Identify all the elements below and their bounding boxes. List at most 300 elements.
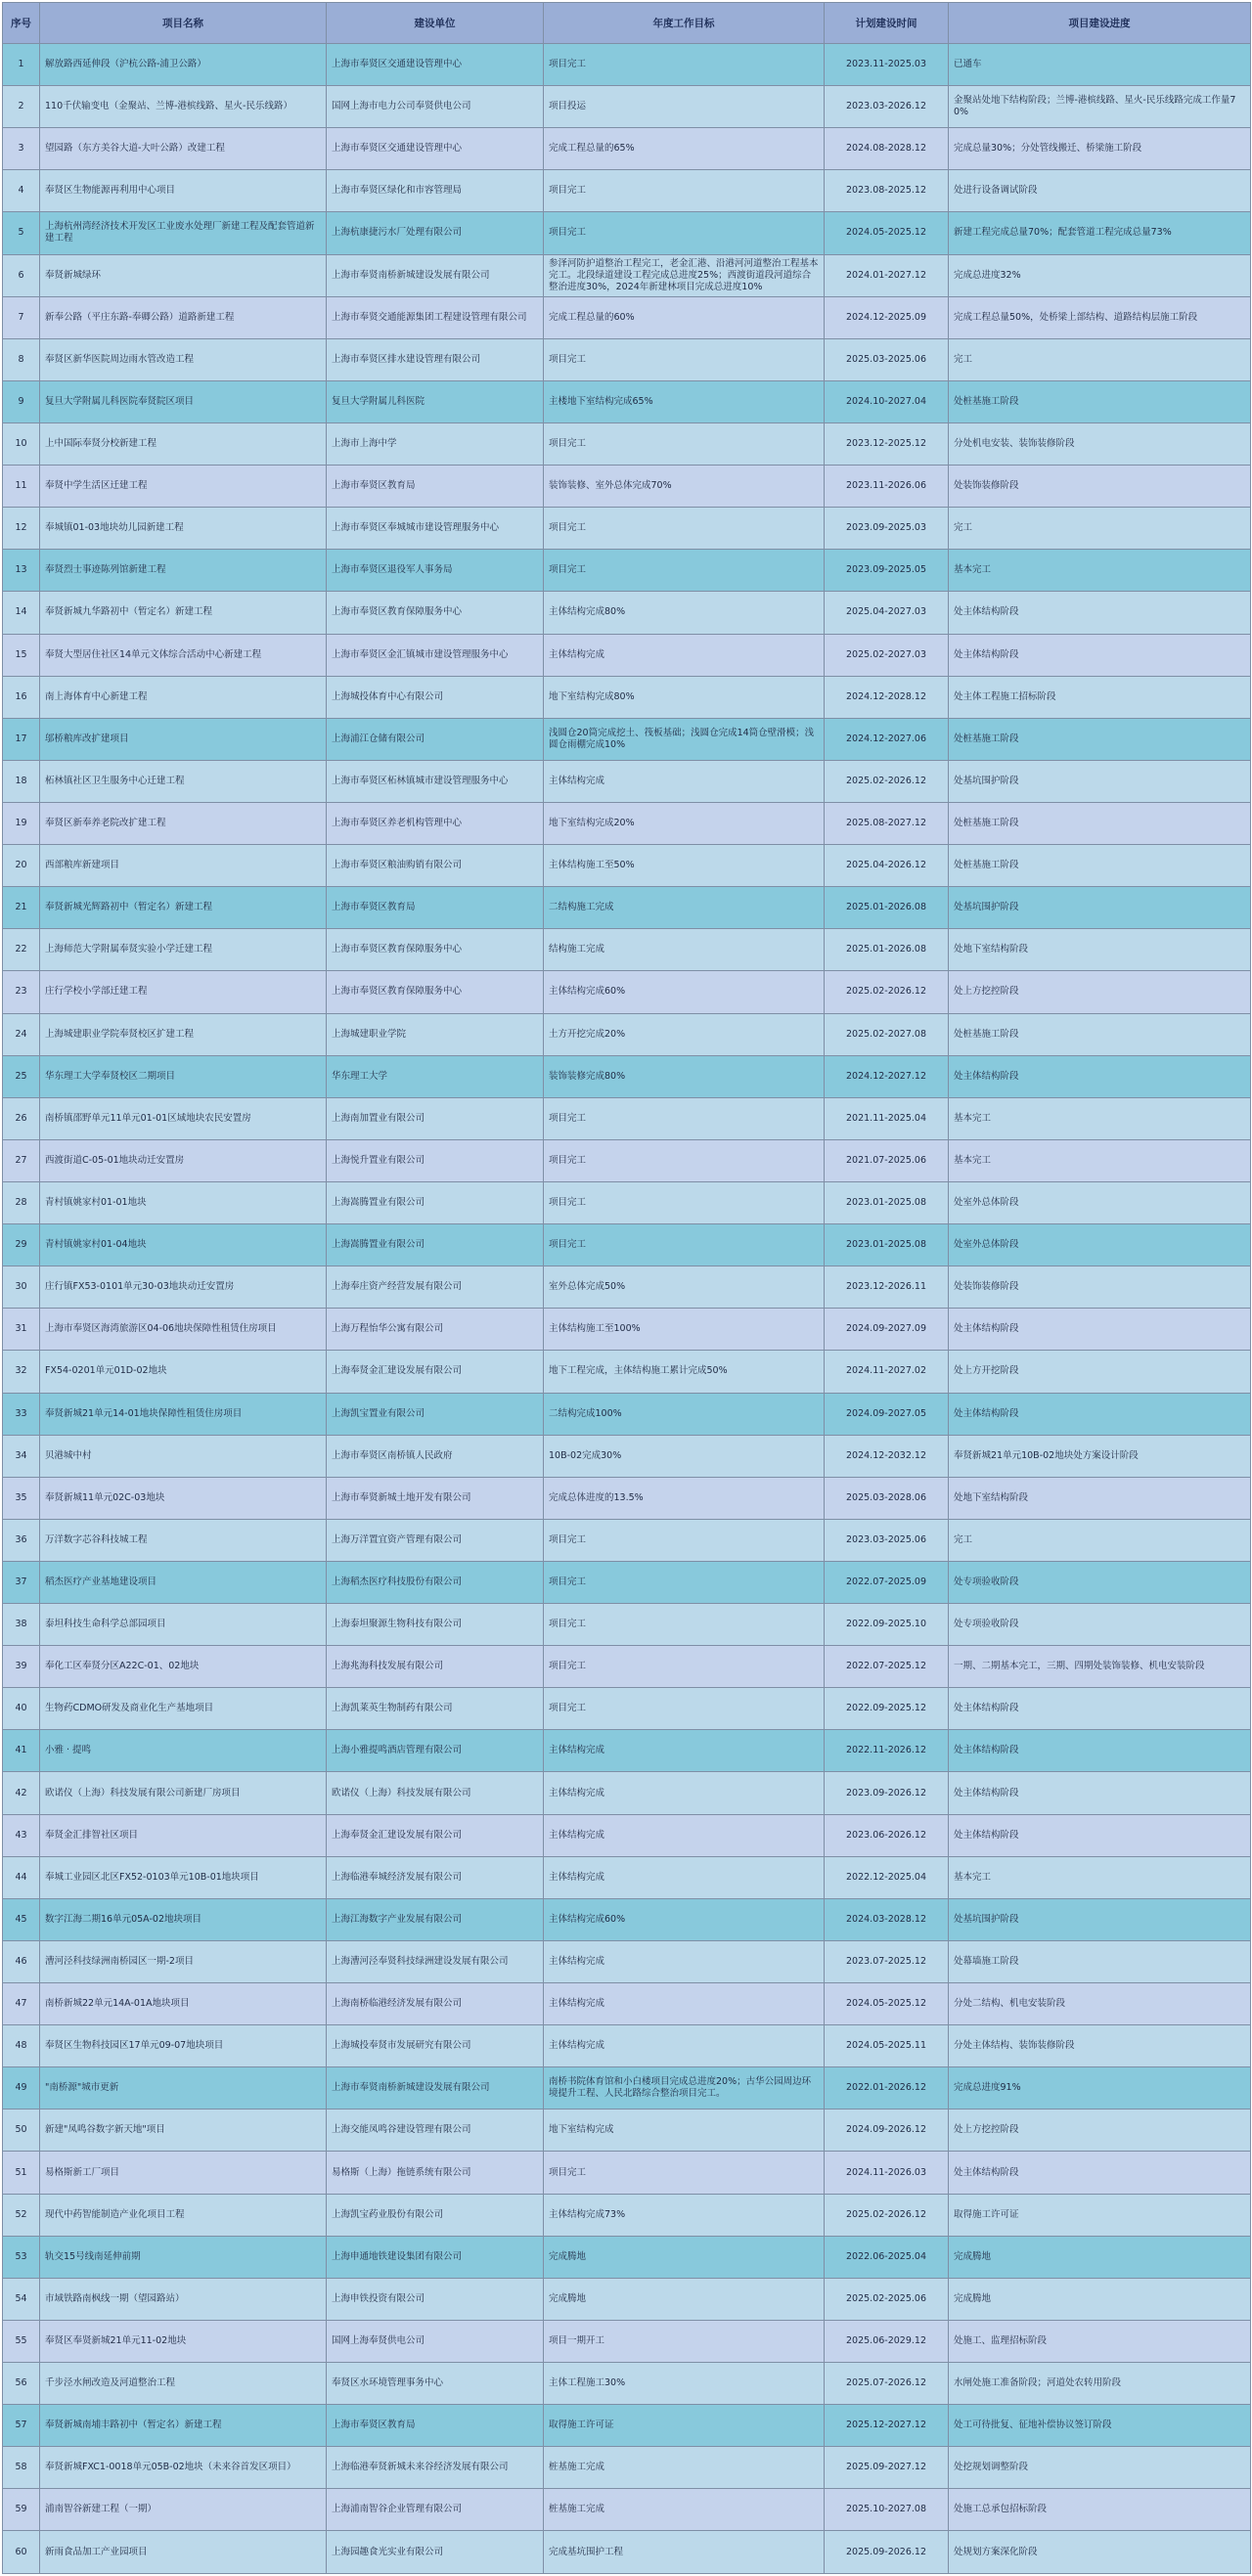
cell-construction-unit: 上海江海数字产业发展有限公司: [327, 1898, 544, 1940]
cell-progress: 处基坑围护阶段: [949, 887, 1251, 929]
cell-construction-unit: 上海临港奉城经济发展有限公司: [327, 1856, 544, 1898]
cell-annual-target: 主体结构施工至100%: [544, 1309, 825, 1351]
cell-progress: 处施工、监理招标阶段: [949, 2320, 1251, 2362]
cell-planned-period: 2023.09-2026.12: [825, 1772, 949, 1814]
cell-serial-no: 24: [3, 1013, 40, 1055]
table-row: [3, 1561, 1251, 1603]
cell-construction-unit: 上海市奉贤区养老机构管理中心: [327, 802, 544, 844]
cell-construction-unit: 上海市奉贤区绿化和市容管理局: [327, 170, 544, 212]
cell-progress: 处主体结构阶段: [949, 1814, 1251, 1856]
cell-annual-target: 完成腾地: [544, 2278, 825, 2320]
cell-planned-period: 2025.02-2025.06: [825, 2278, 949, 2320]
cell-project-name: 新奉公路（平庄东路-奉卿公路）道路新建工程: [40, 296, 327, 338]
cell-construction-unit: 上海园趣食光实业有限公司: [327, 2531, 544, 2574]
cell-serial-no: 57: [3, 2405, 40, 2447]
cell-annual-target: 项目完工: [544, 550, 825, 592]
table-row: [3, 2152, 1251, 2194]
cell-project-name: 奉贤大型居住社区14单元文体综合活动中心新建工程: [40, 634, 327, 676]
table-row: [3, 1097, 1251, 1139]
table-row: [3, 676, 1251, 718]
header-project-name: 项目名称: [40, 3, 327, 44]
table-row: [3, 1814, 1251, 1856]
cell-annual-target: 主体结构完成: [544, 1856, 825, 1898]
cell-annual-target: 项目完工: [544, 1561, 825, 1603]
cell-annual-target: 完成工程总量的65%: [544, 128, 825, 170]
cell-planned-period: 2024.12-2028.12: [825, 676, 949, 718]
cell-construction-unit: 上海市奉贤区金汇镇城市建设管理服务中心: [327, 634, 544, 676]
cell-serial-no: 3: [3, 128, 40, 170]
table-row: [3, 2025, 1251, 2067]
cell-planned-period: 2024.05-2025.12: [825, 1983, 949, 2025]
table-row: [3, 422, 1251, 465]
cell-serial-no: 43: [3, 1814, 40, 1856]
header-annual-target: 年度工作目标: [544, 3, 825, 44]
cell-planned-period: 2022.09-2025.10: [825, 1604, 949, 1646]
cell-construction-unit: 上海市奉贤区交通建设管理中心: [327, 44, 544, 86]
cell-construction-unit: 上海浦南智谷企业管理有限公司: [327, 2489, 544, 2531]
cell-annual-target: 主体结构完成: [544, 760, 825, 802]
cell-annual-target: 完成基坑围护工程: [544, 2531, 825, 2574]
table-body: [3, 44, 1251, 2574]
cell-planned-period: 2023.08-2025.12: [825, 170, 949, 212]
cell-construction-unit: 上海兆海科技发展有限公司: [327, 1646, 544, 1688]
cell-serial-no: 51: [3, 2152, 40, 2194]
table-header-row: [3, 3, 1251, 44]
cell-planned-period: 2023.11-2026.06: [825, 466, 949, 508]
cell-planned-period: 2025.12-2027.12: [825, 2405, 949, 2447]
cell-progress: 完成总进度32%: [949, 254, 1251, 296]
cell-annual-target: 结构施工完成: [544, 929, 825, 971]
table-row: [3, 592, 1251, 634]
cell-annual-target: 项目完工: [544, 422, 825, 465]
cell-progress: 基本完工: [949, 1856, 1251, 1898]
cell-project-name: 西渡街道C-05-01地块动迁安置房: [40, 1139, 327, 1181]
cell-planned-period: 2025.01-2026.08: [825, 929, 949, 971]
cell-annual-target: 主体结构完成: [544, 1940, 825, 1982]
cell-progress: 处主体结构阶段: [949, 1772, 1251, 1814]
cell-construction-unit: 上海市上海中学: [327, 422, 544, 465]
cell-annual-target: 项目完工: [544, 44, 825, 86]
cell-planned-period: 2023.12-2026.11: [825, 1266, 949, 1309]
table-row: [3, 44, 1251, 86]
cell-progress: 处主体结构阶段: [949, 1309, 1251, 1351]
cell-construction-unit: 上海悦升置业有限公司: [327, 1139, 544, 1181]
cell-construction-unit: 上海交能凤鸣谷建设管理有限公司: [327, 2110, 544, 2152]
table-row: [3, 1351, 1251, 1393]
cell-project-name: 奉贤新城FXC1-0018单元05B-02地块（未来谷首发区项目）: [40, 2447, 327, 2489]
cell-serial-no: 17: [3, 718, 40, 760]
cell-project-name: 奉贤新城21单元14-01地块保障性租赁住房项目: [40, 1393, 327, 1435]
table-row: [3, 1940, 1251, 1982]
cell-project-name: 市域铁路南枫线一期（望园路站）: [40, 2278, 327, 2320]
table-row: [3, 1604, 1251, 1646]
cell-annual-target: 地下工程完成，主体结构施工累计完成50%: [544, 1351, 825, 1393]
cell-construction-unit: 上海万洋置宜资产管理有限公司: [327, 1519, 544, 1561]
cell-annual-target: 主体结构完成60%: [544, 971, 825, 1013]
cell-project-name: 解放路西延伸段（沪杭公路-浦卫公路）: [40, 44, 327, 86]
cell-project-name: 数字江海二期16单元05A-02地块项目: [40, 1898, 327, 1940]
cell-project-name: 泰坦科技生命科学总部园项目: [40, 1604, 327, 1646]
cell-project-name: 南桥镇邵野单元11单元01-01区域地块农民安置房: [40, 1097, 327, 1139]
table-row: [3, 296, 1251, 338]
cell-construction-unit: 上海临港奉贤新城未来谷经济发展有限公司: [327, 2447, 544, 2489]
cell-serial-no: 5: [3, 212, 40, 254]
table-row: [3, 887, 1251, 929]
cell-annual-target: 地下室结构完成20%: [544, 802, 825, 844]
table-row: [3, 212, 1251, 254]
cell-project-name: 奉贤区奉贤新城21单元11-02地块: [40, 2320, 327, 2362]
cell-progress: 分处机电安装、装饰装修阶段: [949, 422, 1251, 465]
table-row: [3, 1772, 1251, 1814]
cell-planned-period: 2022.07-2025.12: [825, 1646, 949, 1688]
table-row: [3, 2194, 1251, 2236]
table-row: [3, 2405, 1251, 2447]
cell-construction-unit: 上海凯宝置业有限公司: [327, 1393, 544, 1435]
cell-serial-no: 15: [3, 634, 40, 676]
table-row: [3, 2067, 1251, 2110]
cell-progress: 处地下室结构阶段: [949, 1477, 1251, 1519]
cell-annual-target: 项目完工: [544, 1604, 825, 1646]
cell-progress: 处室外总体阶段: [949, 1224, 1251, 1266]
cell-construction-unit: 上海申铁投资有限公司: [327, 2278, 544, 2320]
cell-planned-period: 2024.01-2027.12: [825, 254, 949, 296]
cell-construction-unit: 奉贤区水环境管理事务中心: [327, 2363, 544, 2405]
cell-progress: 处主体结构阶段: [949, 592, 1251, 634]
cell-annual-target: 10B-02完成30%: [544, 1435, 825, 1477]
table-row: [3, 2110, 1251, 2152]
cell-project-name: 青村镇姚家村01-01地块: [40, 1181, 327, 1223]
cell-planned-period: 2023.03-2025.06: [825, 1519, 949, 1561]
cell-construction-unit: 上海市奉贤新城土地开发有限公司: [327, 1477, 544, 1519]
cell-construction-unit: 欧诺仪（上海）科技发展有限公司: [327, 1772, 544, 1814]
cell-project-name: 易格斯新工厂项目: [40, 2152, 327, 2194]
cell-project-name: 万洋数字芯谷科技城工程: [40, 1519, 327, 1561]
cell-progress: 处施工总承包招标阶段: [949, 2489, 1251, 2531]
cell-project-name: 现代中药智能制造产业化项目工程: [40, 2194, 327, 2236]
cell-project-name: 奉贤金汇排智社区项目: [40, 1814, 327, 1856]
cell-planned-period: 2024.09-2027.09: [825, 1309, 949, 1351]
cell-progress: 处主体结构阶段: [949, 1055, 1251, 1097]
table-row: [3, 1266, 1251, 1309]
cell-planned-period: 2025.02-2026.12: [825, 2194, 949, 2236]
cell-planned-period: 2022.06-2025.04: [825, 2236, 949, 2278]
table-row: [3, 1309, 1251, 1351]
table-row: [3, 1519, 1251, 1561]
cell-progress: 处装饰装修阶段: [949, 1266, 1251, 1309]
cell-progress: 奉贤新城21单元10B-02地块处方案设计阶段: [949, 1435, 1251, 1477]
cell-annual-target: 地下室结构完成80%: [544, 676, 825, 718]
table-row: [3, 2236, 1251, 2278]
cell-serial-no: 14: [3, 592, 40, 634]
cell-progress: 处地下室结构阶段: [949, 929, 1251, 971]
table-row: [3, 1139, 1251, 1181]
cell-construction-unit: 华东理工大学: [327, 1055, 544, 1097]
cell-progress: 处基坑围护阶段: [949, 760, 1251, 802]
cell-planned-period: 2025.09-2026.12: [825, 2531, 949, 2574]
cell-planned-period: 2025.03-2025.06: [825, 338, 949, 380]
cell-annual-target: 主体结构完成: [544, 634, 825, 676]
cell-planned-period: 2025.02-2027.08: [825, 1013, 949, 1055]
cell-serial-no: 60: [3, 2531, 40, 2574]
cell-progress: 处桩基施工阶段: [949, 1013, 1251, 1055]
cell-project-name: 奉贤区新奉养老院改扩建工程: [40, 802, 327, 844]
cell-serial-no: 7: [3, 296, 40, 338]
header-serial-no: 序号: [3, 3, 40, 44]
cell-serial-no: 55: [3, 2320, 40, 2362]
cell-progress: 完成工程总量50%，处桥梁上部结构、道路结构层施工阶段: [949, 296, 1251, 338]
cell-serial-no: 27: [3, 1139, 40, 1181]
table-row: [3, 2489, 1251, 2531]
cell-serial-no: 21: [3, 887, 40, 929]
cell-serial-no: 31: [3, 1309, 40, 1351]
cell-serial-no: 45: [3, 1898, 40, 1940]
table-row: [3, 929, 1251, 971]
cell-serial-no: 9: [3, 380, 40, 422]
cell-serial-no: 1: [3, 44, 40, 86]
cell-project-name: 奉贤区生物能源再利用中心项目: [40, 170, 327, 212]
table-row: [3, 1898, 1251, 1940]
cell-serial-no: 38: [3, 1604, 40, 1646]
cell-project-name: 上海城建职业学院奉贤校区扩建工程: [40, 1013, 327, 1055]
cell-planned-period: 2025.02-2027.03: [825, 634, 949, 676]
cell-serial-no: 20: [3, 845, 40, 887]
cell-progress: 处规划方案深化阶段: [949, 2531, 1251, 2574]
cell-annual-target: 项目完工: [544, 1139, 825, 1181]
cell-progress: 处桩基施工阶段: [949, 845, 1251, 887]
cell-project-name: 漕河泾科技绿洲南桥园区一期-2项目: [40, 1940, 327, 1982]
cell-planned-period: 2024.05-2025.12: [825, 212, 949, 254]
cell-planned-period: 2024.12-2025.09: [825, 296, 949, 338]
cell-project-name: FX54-0201单元01D-02地块: [40, 1351, 327, 1393]
cell-serial-no: 10: [3, 422, 40, 465]
cell-planned-period: 2024.11-2027.02: [825, 1351, 949, 1393]
cell-construction-unit: 上海奉贤金汇建设发展有限公司: [327, 1351, 544, 1393]
cell-construction-unit: 上海奉庄资产经营发展有限公司: [327, 1266, 544, 1309]
cell-serial-no: 36: [3, 1519, 40, 1561]
cell-project-name: 新建"凤鸣谷数字新天地"项目: [40, 2110, 327, 2152]
cell-annual-target: 二结构完成100%: [544, 1393, 825, 1435]
cell-project-name: 奉贤烈士事迹陈列馆新建工程: [40, 550, 327, 592]
cell-progress: 处工可待批复、征地补偿协议签订阶段: [949, 2405, 1251, 2447]
cell-project-name: 新雨食品加工产业园项目: [40, 2531, 327, 2574]
project-progress-table: [2, 2, 1251, 2574]
cell-annual-target: 土方开挖完成20%: [544, 1013, 825, 1055]
cell-project-name: 望园路（东方美谷大道-大叶公路）改建工程: [40, 128, 327, 170]
cell-project-name: 千步泾水闸改造及河道整治工程: [40, 2363, 327, 2405]
cell-project-name: 生物药CDMO研发及商业化生产基地项目: [40, 1688, 327, 1730]
cell-planned-period: 2022.07-2025.09: [825, 1561, 949, 1603]
cell-annual-target: 主体结构施工至50%: [544, 845, 825, 887]
cell-serial-no: 40: [3, 1688, 40, 1730]
cell-serial-no: 8: [3, 338, 40, 380]
cell-planned-period: 2023.01-2025.08: [825, 1224, 949, 1266]
cell-construction-unit: 上海市奉贤区排水建设管理有限公司: [327, 338, 544, 380]
cell-planned-period: 2022.11-2026.12: [825, 1730, 949, 1772]
cell-project-name: 浦南智谷新建工程（一期）: [40, 2489, 327, 2531]
cell-serial-no: 34: [3, 1435, 40, 1477]
cell-annual-target: 参泽河防护道整治工程完工，老金汇港、沿港河河道整治工程基本完工。北段绿道建设工程完成总进度25%；西渡街道段河道综合整治进度30%，2024年新建林项目完成总进度10%: [544, 254, 825, 296]
table-row: [3, 1983, 1251, 2025]
cell-annual-target: 项目完工: [544, 1646, 825, 1688]
table-row: [3, 380, 1251, 422]
cell-serial-no: 11: [3, 466, 40, 508]
cell-serial-no: 26: [3, 1097, 40, 1139]
table-row: [3, 86, 1251, 128]
cell-project-name: 稻杰医疗产业基地建设项目: [40, 1561, 327, 1603]
cell-construction-unit: 上海申通地铁建设集团有限公司: [327, 2236, 544, 2278]
cell-construction-unit: 上海市奉贤区教育保障服务中心: [327, 929, 544, 971]
header-planned-period: 计划建设时间: [825, 3, 949, 44]
cell-planned-period: 2021.07-2025.06: [825, 1139, 949, 1181]
cell-progress: 完成腾地: [949, 2236, 1251, 2278]
cell-construction-unit: 上海万程怡华公寓有限公司: [327, 1309, 544, 1351]
cell-construction-unit: 上海市奉贤区奉城城市建设管理服务中心: [327, 508, 544, 550]
table-row: [3, 1477, 1251, 1519]
cell-planned-period: 2024.08-2028.12: [825, 128, 949, 170]
cell-project-name: 柘林镇社区卫生服务中心迁建工程: [40, 760, 327, 802]
cell-progress: 处装饰装修阶段: [949, 466, 1251, 508]
cell-construction-unit: 上海浦江仓储有限公司: [327, 718, 544, 760]
cell-annual-target: 装饰装修完成80%: [544, 1055, 825, 1097]
cell-annual-target: 浅圆仓20筒完成挖土、筏板基础；浅圆仓完成14筒仓壁滑模；浅圆仓雨棚完成10%: [544, 718, 825, 760]
cell-progress: 完工: [949, 1519, 1251, 1561]
cell-annual-target: 项目完工: [544, 1224, 825, 1266]
cell-project-name: 青村镇姚家村01-04地块: [40, 1224, 327, 1266]
cell-project-name: 奉贤新城11单元02C-03地块: [40, 1477, 327, 1519]
cell-progress: 处室外总体阶段: [949, 1181, 1251, 1223]
cell-project-name: 上海市奉贤区海湾旅游区04-06地块保障性租赁住房项目: [40, 1309, 327, 1351]
cell-annual-target: 项目完工: [544, 1519, 825, 1561]
cell-serial-no: 16: [3, 676, 40, 718]
cell-serial-no: 25: [3, 1055, 40, 1097]
cell-annual-target: 桩基施工完成: [544, 2447, 825, 2489]
cell-annual-target: 主体结构完成: [544, 1814, 825, 1856]
cell-annual-target: 项目一期开工: [544, 2320, 825, 2362]
cell-project-name: 上海师范大学附属奉贤实验小学迁建工程: [40, 929, 327, 971]
table-row: [3, 466, 1251, 508]
table-row: [3, 2320, 1251, 2362]
cell-project-name: 奉城工业园区北区FX52-0103单元10B-01地块项目: [40, 1856, 327, 1898]
cell-construction-unit: 国网上海奉贤供电公司: [327, 2320, 544, 2362]
cell-project-name: "南桥源"城市更新: [40, 2067, 327, 2110]
cell-planned-period: 2024.10-2027.04: [825, 380, 949, 422]
cell-annual-target: 项目投运: [544, 86, 825, 128]
cell-planned-period: 2024.03-2028.12: [825, 1898, 949, 1940]
cell-serial-no: 29: [3, 1224, 40, 1266]
cell-annual-target: 地下室结构完成: [544, 2110, 825, 2152]
cell-planned-period: 2022.01-2026.12: [825, 2067, 949, 2110]
cell-serial-no: 46: [3, 1940, 40, 1982]
table-row: [3, 1224, 1251, 1266]
table-row: [3, 170, 1251, 212]
cell-serial-no: 4: [3, 170, 40, 212]
cell-construction-unit: 上海稻杰医疗科技股份有限公司: [327, 1561, 544, 1603]
cell-annual-target: 主体工程施工30%: [544, 2363, 825, 2405]
cell-annual-target: 完成总体进度的13.5%: [544, 1477, 825, 1519]
cell-planned-period: 2022.09-2025.12: [825, 1688, 949, 1730]
cell-planned-period: 2024.12-2027.06: [825, 718, 949, 760]
cell-progress: 分处主体结构、装饰装修阶段: [949, 2025, 1251, 2067]
cell-annual-target: 项目完工: [544, 1181, 825, 1223]
cell-annual-target: 取得施工许可证: [544, 2405, 825, 2447]
cell-project-name: 庄行学校小学部迁建工程: [40, 971, 327, 1013]
table-row: [3, 508, 1251, 550]
cell-project-name: 华东理工大学奉贤校区二期项目: [40, 1055, 327, 1097]
cell-project-name: 110千伏输变电（金聚站、兰博-港槟线路、星火-民乐线路）: [40, 86, 327, 128]
cell-project-name: 庄行镇FX53-0101单元30-03地块动迁安置房: [40, 1266, 327, 1309]
table-row: [3, 1393, 1251, 1435]
cell-serial-no: 47: [3, 1983, 40, 2025]
cell-serial-no: 19: [3, 802, 40, 844]
cell-planned-period: 2025.04-2027.03: [825, 592, 949, 634]
cell-construction-unit: 易格斯（上海）拖链系统有限公司: [327, 2152, 544, 2194]
table-row: [3, 802, 1251, 844]
cell-annual-target: 主体结构完成: [544, 1772, 825, 1814]
cell-planned-period: 2023.06-2026.12: [825, 1814, 949, 1856]
cell-serial-no: 18: [3, 760, 40, 802]
cell-progress: 分处二结构、机电安装阶段: [949, 1983, 1251, 2025]
cell-progress: 处专项验收阶段: [949, 1604, 1251, 1646]
cell-serial-no: 2: [3, 86, 40, 128]
table-row: [3, 634, 1251, 676]
cell-progress: 处主体结构阶段: [949, 2152, 1251, 2194]
cell-progress: 完成总进度91%: [949, 2067, 1251, 2110]
cell-construction-unit: 上海嵩腾置业有限公司: [327, 1224, 544, 1266]
cell-construction-unit: 上海市奉贤区南桥镇人民政府: [327, 1435, 544, 1477]
cell-planned-period: 2024.09-2026.12: [825, 2110, 949, 2152]
cell-project-name: 复旦大学附属儿科医院奉贤院区项目: [40, 380, 327, 422]
cell-planned-period: 2023.11-2025.03: [825, 44, 949, 86]
table-row: [3, 1646, 1251, 1688]
cell-project-name: 奉贤区新华医院周边雨水管改造工程: [40, 338, 327, 380]
cell-planned-period: 2021.11-2025.04: [825, 1097, 949, 1139]
cell-construction-unit: 上海市奉贤区教育保障服务中心: [327, 592, 544, 634]
cell-project-name: 西部粮库新建项目: [40, 845, 327, 887]
cell-progress: 完工: [949, 508, 1251, 550]
cell-annual-target: 主体结构完成60%: [544, 1898, 825, 1940]
cell-planned-period: 2023.07-2025.12: [825, 1940, 949, 1982]
cell-planned-period: 2023.01-2025.08: [825, 1181, 949, 1223]
cell-construction-unit: 复旦大学附属儿科医院: [327, 380, 544, 422]
cell-progress: 已通车: [949, 44, 1251, 86]
cell-annual-target: 项目完工: [544, 1688, 825, 1730]
cell-progress: 处主体工程施工招标阶段: [949, 676, 1251, 718]
cell-serial-no: 12: [3, 508, 40, 550]
cell-project-name: 奉贤新城绿环: [40, 254, 327, 296]
cell-progress: 完成总量30%；分处管线搬迁、桥梁施工阶段: [949, 128, 1251, 170]
table-row: [3, 1013, 1251, 1055]
cell-construction-unit: 上海奉贤金汇建设发展有限公司: [327, 1814, 544, 1856]
cell-project-name: 奉贤新城九华路初中（暂定名）新建工程: [40, 592, 327, 634]
cell-construction-unit: 上海市奉贤区教育局: [327, 466, 544, 508]
cell-annual-target: 项目完工: [544, 508, 825, 550]
cell-construction-unit: 上海杭康捷污水厂处理有限公司: [327, 212, 544, 254]
cell-project-name: 欧诺仪（上海）科技发展有限公司新建厂房项目: [40, 1772, 327, 1814]
cell-construction-unit: 上海市奉贤区教育局: [327, 2405, 544, 2447]
cell-project-name: 奉贤区生物科技园区17单元09-07地块项目: [40, 2025, 327, 2067]
cell-construction-unit: 上海市奉贤区粮油购销有限公司: [327, 845, 544, 887]
cell-construction-unit: 上海漕河泾奉贤科技绿洲建设发展有限公司: [327, 1940, 544, 1982]
cell-serial-no: 44: [3, 1856, 40, 1898]
cell-planned-period: 2025.04-2026.12: [825, 845, 949, 887]
cell-project-name: 奉贤中学生活区迁建工程: [40, 466, 327, 508]
cell-progress: 基本完工: [949, 1139, 1251, 1181]
cell-progress: 处上方挖控阶段: [949, 971, 1251, 1013]
table-row: [3, 128, 1251, 170]
cell-progress: 新建工程完成总量70%；配套管道工程完成总量73%: [949, 212, 1251, 254]
cell-serial-no: 49: [3, 2067, 40, 2110]
cell-serial-no: 22: [3, 929, 40, 971]
